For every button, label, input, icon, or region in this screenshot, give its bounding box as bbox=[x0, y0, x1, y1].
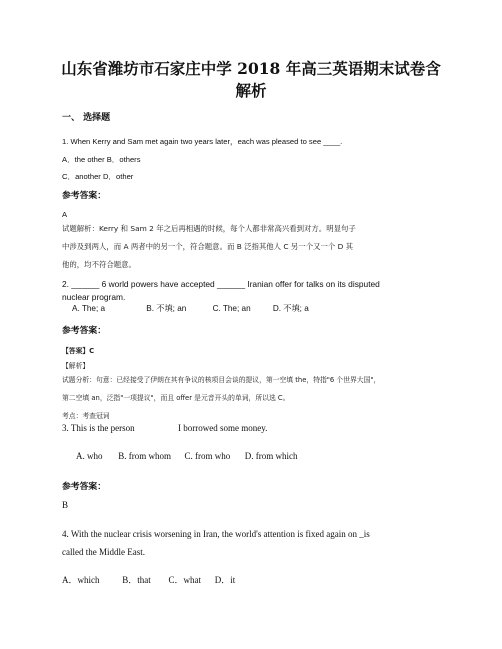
q4-option-b: B．that bbox=[122, 575, 151, 585]
q2-tag-analysis: 【解析】 bbox=[62, 362, 90, 370]
q1-options-line1: A．the other B．others bbox=[62, 155, 141, 164]
q3-options bbox=[76, 450, 298, 463]
q2-tag-answer: 【答案】C bbox=[62, 347, 95, 355]
q1-explanation-line2: 中涉及到两人，而 A 两者中的另一个，符合题意。而 B 泛指其他人 C 另一个又一个 D 其 bbox=[62, 242, 354, 251]
q4-stem-line2: called the Middle East. bbox=[62, 547, 145, 557]
q3-answer-heading: 参考答案： bbox=[62, 482, 106, 492]
q1-explanation-line1: 试题解析：Kerry 和 Sam 2 年之后再相遇的时候，每个人都非常高兴看到对方。明显句子 bbox=[62, 224, 356, 233]
q2-kaodian: 考点：考查冠词 bbox=[62, 412, 110, 420]
q4-option-a: A．which bbox=[62, 575, 100, 585]
q2-stem-line1: 2. ______ 6 world powers have accepted ______ Iranian offer for talks on its disputed bbox=[62, 279, 380, 289]
q2-stem-line2: nuclear program. bbox=[62, 292, 126, 302]
q3-stem-part2: I borrowed some money. bbox=[178, 423, 268, 433]
q3-stem-part1: 3. This is the person bbox=[62, 423, 135, 433]
q1-answer: A bbox=[62, 210, 68, 219]
q4-stem-line1: 4. With the nuclear crisis worsening in Iran, the world's attention is fixed again on _is bbox=[62, 529, 370, 539]
q2-answer-heading: 参考答案： bbox=[62, 326, 106, 336]
q4-options bbox=[62, 574, 235, 587]
q3-option-b: B. from whom bbox=[118, 451, 171, 461]
q2-explanation-line2: 第二空填 an，泛指"一项提议"，而且 offer 是元音开头的单词，所以选 C。 bbox=[62, 394, 290, 402]
q4-option-d: D．it bbox=[214, 575, 236, 585]
section-heading: 一、 选择题 bbox=[62, 113, 111, 123]
q2-option-a: A. The; a bbox=[72, 304, 106, 313]
q1-answer-heading: 参考答案： bbox=[62, 191, 106, 201]
document-title-line1: 山东省潍坊市石家庄中学 2018 年高三英语期末试卷含 bbox=[61, 59, 441, 78]
document-title-line2: 解析 bbox=[235, 81, 267, 100]
q3-option-a: A. who bbox=[76, 451, 103, 461]
q2-option-c: C. The; an bbox=[212, 304, 251, 313]
q2-explanation-line1: 试题分析：句意：已经接受了伊朗在其有争议的核项目会谈的提议，第一空填 the，特指"6 个世界大国"， bbox=[62, 376, 381, 384]
q1-stem: 1. When Kerry and Sam met again two years later，each was pleased to see ____. bbox=[62, 137, 343, 146]
q3-option-c: C. from who bbox=[184, 451, 231, 461]
q4-option-c: C．what bbox=[168, 575, 201, 585]
q2-option-b: B. 不填; an bbox=[146, 304, 187, 313]
q1-options-line2: C．another D．other bbox=[62, 172, 134, 181]
q1-explanation-line3: 他的，均不符合题意。 bbox=[62, 260, 136, 269]
q3-answer: B bbox=[62, 500, 69, 510]
q2-options bbox=[72, 303, 309, 315]
q3-option-d: D. from which bbox=[244, 451, 298, 461]
q2-option-d: D. 不填; a bbox=[272, 304, 309, 313]
